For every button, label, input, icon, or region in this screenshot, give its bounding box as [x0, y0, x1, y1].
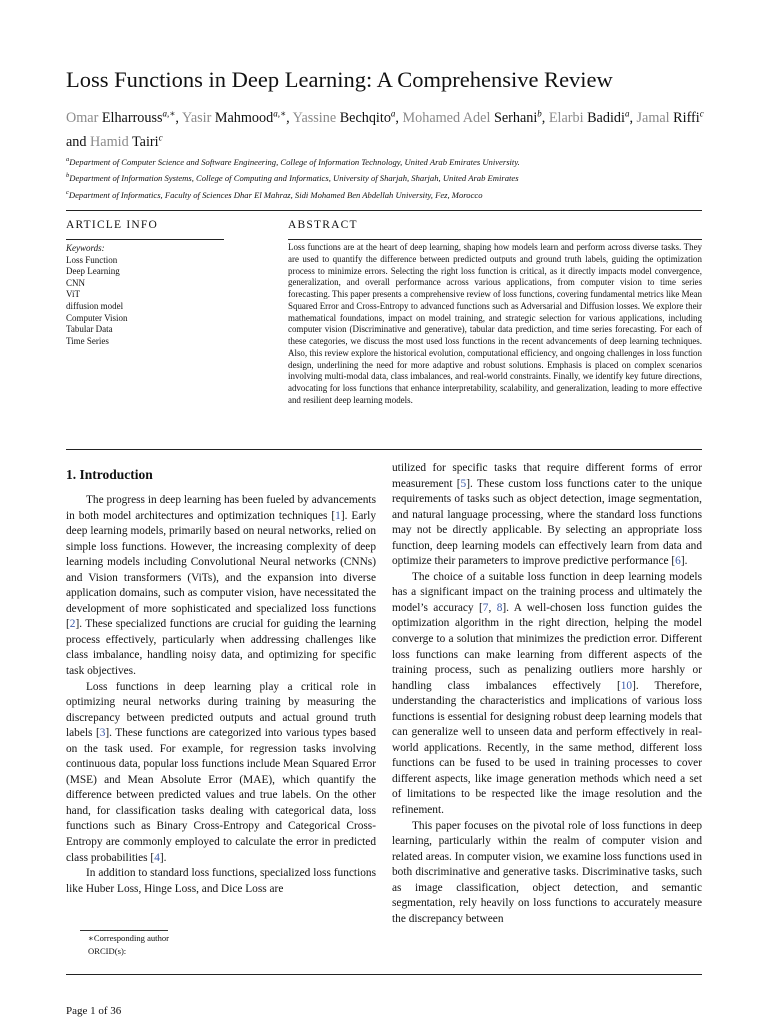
article-info-heading: ARTICLE INFO [66, 219, 158, 231]
affiliation [66, 186, 706, 202]
paragraph-text: ]. A well-chosen loss function guides the optimization algorithm in the right direction, helping the model converge to a solution that minimizes the prediction error. Different loss functions can make learning from different aspects of the training process, such as penalizing outliers more harshly or handling class imbalances effectively [ [392, 601, 703, 692]
citation-link[interactable]: 3 [99, 727, 106, 740]
author-first-name: Omar [66, 109, 99, 126]
footer-divider [66, 974, 702, 975]
keyword: Time Series [66, 335, 109, 346]
paper-title: Loss Functions in Deep Learning: A Comprehensive Review [66, 67, 613, 92]
author-separator: , [629, 109, 633, 126]
paragraph [392, 570, 702, 819]
paragraph-text: ]. Early deep learning models, primarily based on neural networks, relied on simple loss functions. However, the increasing complexity of deep learning models including Convolutional Neural networks (CNNs) and Vision transformers (ViTs), and the expansion into diverse application domains, such as computer vision, have necessitated the development of more sophisticated and specialized loss functions [ [66, 509, 376, 631]
affiliation-text: Department of Information Systems, College of Computing and Informatics, University of Sharjah, Sharjah, United Arab Emirates [69, 173, 519, 184]
abstract-bottom-divider [66, 449, 702, 450]
keyword: ViT [66, 289, 80, 300]
author-last-name: Tairi [131, 134, 159, 151]
author-last-name: Bechqito [339, 109, 391, 126]
author-first-name: Elarbi [548, 109, 584, 126]
right-column-body [392, 461, 702, 927]
author [293, 110, 399, 126]
keyword: Deep Learning [66, 266, 120, 277]
author [66, 110, 179, 126]
affiliation-text: Department of Computer Science and Software Engineering, College of Information Technology, United Arab Emirates University. [69, 156, 520, 167]
author-affiliation-mark: a [624, 108, 630, 118]
article-info-divider [66, 239, 224, 240]
header-divider [66, 210, 702, 211]
author [549, 110, 633, 126]
keyword: Tabular Data [66, 324, 113, 335]
author [403, 110, 546, 126]
paragraph-text: The progress in deep learning has been fueled by advancements in both model architectures and optimization techniques [ [66, 494, 376, 522]
citation-link[interactable]: 7 [482, 601, 489, 614]
left-column-body [66, 493, 376, 897]
author-affiliation-mark: a,∗ [273, 108, 287, 118]
abstract-heading: ABSTRACT [288, 219, 358, 231]
paragraph-text: In addition to standard loss functions, specialized loss functions like Huber Loss, Hinge Loss, and Dice Loss are [66, 867, 376, 895]
right-column [392, 461, 702, 927]
citation-link[interactable]: 10 [620, 679, 633, 692]
affiliation [66, 169, 706, 185]
author-affiliation-mark: c [158, 132, 163, 143]
author [90, 134, 163, 150]
affiliation [66, 153, 706, 169]
keyword: CNN [66, 277, 86, 288]
affiliation-mark: a [66, 156, 70, 163]
citation-link[interactable]: 5 [460, 477, 467, 490]
citation-link[interactable]: 2 [69, 618, 76, 631]
keywords-label: Keywords: [66, 243, 105, 253]
paragraph [392, 819, 702, 928]
author-last-name: Mahmood [214, 109, 274, 126]
affiliation-text: Department of Informatics, Faculty of Sciences Dhar El Mahraz, Sidi Mohamed Ben Abdellah University, Fez, Morocco [68, 189, 483, 200]
page-number: Page 1 of 36 [66, 1005, 122, 1017]
paragraph-text: This paper focuses on the pivotal role of loss functions in deep learning, particularly within the realm of computer vision and related areas. In computer vision, we examine loss functions used in both discriminative and generative tasks. Discriminative tasks, such as image classification, object detection, and semantic segmentation, rely heavily on loss functions to accurately measure the discrepancy between [392, 819, 702, 925]
keyword: Computer Vision [66, 312, 128, 323]
author-first-name: Hamid [90, 134, 129, 151]
paragraph-text: The choice of a suitable loss function in deep learning models has a significant impact on the training process and ultimately the model’s accuracy [ [392, 570, 702, 614]
author-affiliation-mark: c [699, 108, 704, 118]
paragraph-text: , [488, 601, 497, 614]
keywords-block [66, 243, 226, 347]
author-affiliation-mark: b [537, 108, 542, 118]
author-first-name: Yassine [292, 109, 337, 126]
keyword: diffusion model [66, 300, 124, 311]
author-separator: , [286, 109, 290, 126]
author-last-name: Elharrouss [101, 109, 163, 126]
footnote-divider [80, 930, 168, 931]
author-first-name: Yasir [182, 109, 212, 126]
paragraph [66, 866, 376, 897]
citation-link[interactable]: 4 [154, 851, 160, 864]
citation-link[interactable]: 6 [675, 555, 681, 568]
footnotes [88, 932, 169, 958]
citation-link[interactable]: 1 [335, 509, 341, 522]
author-separator: and [66, 134, 87, 151]
affiliations [66, 153, 706, 202]
author-affiliation-mark: a,∗ [162, 108, 176, 118]
footnote-corresponding: ∗Corresponding author [88, 933, 170, 943]
paragraph [392, 461, 702, 570]
author-separator: , [175, 109, 179, 126]
author-list [66, 103, 706, 152]
footnote-orcid: ORCID(s): [88, 946, 127, 956]
abstract-divider [288, 239, 702, 240]
paragraph-text: ]. [159, 851, 167, 864]
affiliation-mark: c [66, 188, 69, 196]
paragraph-text: utilized for specific tasks that require different forms of error measurement [ [392, 462, 702, 490]
author-first-name: Jamal [636, 109, 670, 126]
paragraph-text: Loss functions in deep learning play a critical role in optimizing neural networks during training by measuring the discrepancy between predicted outputs and actual ground truth labels [ [66, 680, 376, 740]
author-last-name: Serhani [493, 109, 538, 126]
author-last-name: Badidi [587, 109, 625, 126]
author-affiliation-mark: a [390, 108, 396, 118]
paragraph [66, 493, 376, 680]
paragraph-text: ]. Therefore, understanding the characteristics and implications of various loss functions is essential for designing robust deep learning models that can generalize well to unseen data and perform effectively in real-world applications. Recently, in the same method, different loss functions can be fused to be used in training processes to cover different aspects, like image generation methods which need a set of limitations to be respected like the image resolution and the refinement. [392, 679, 703, 817]
author-separator: , [395, 109, 399, 126]
paragraph-text: ]. [680, 555, 688, 568]
paragraph [66, 680, 376, 867]
affiliation-mark: b [66, 172, 70, 180]
paragraph-text: ]. These custom loss functions cater to the unique requirements of tasks such as object detection, image segmentation, and natural language processing, where the standard loss functions may not be directly applicable. By selecting an appropriate loss function, deep learning models can effectively learn from data and optimize their parameters to improve predictive performance [ [392, 477, 702, 568]
section-heading: 1. Introduction [66, 467, 153, 482]
left-column [66, 463, 376, 897]
keyword: Loss Function [66, 254, 118, 265]
citation-link[interactable]: 8 [496, 601, 503, 614]
author-last-name: Riffi [673, 109, 700, 126]
keywords-list [66, 255, 226, 348]
author-separator: , [541, 109, 546, 126]
abstract-text: Loss functions are at the heart of deep learning, shaping how models learn and perform across diverse tasks. They are used to quantify the difference between predicted outputs and ground truth labels, guiding the optimization process to minimize errors. Selecting the right loss function is critical, as it directly impacts model convergence, generalization, and overall performance across various applications, from computer vision to time series forecasting. This paper presents a comprehensive review of loss functions, covering fundamental metrics like Mean Squared Error and Cross-Entropy to advanced functions such as Adversarial and Diffusion losses. We explore their mathematical foundations, impact on model training, and strategic selection for various applications, including computer vision (Discriminative and generative), tabular data prediction, and time series forecasting. For each of these categories, we discuss the most used loss functions in the recent advancements of deep learning techniques. Also, this review explore the historical evolution, computational efficiency, and ongoing challenges in loss function design, underlining the need for more adaptive and robust solutions. Emphasis is placed on complex scenarios involving multi-modal data, class imbalances, and real-world constraints. Finally, we identify key future directions, advocating for loss functions that enhance interpretability, scalability, and generalization, leading to more effective and resilient deep learning models. [288, 242, 702, 405]
paragraph-text: ]. These functions are categorized into various types based on the task used. For example, for regression tasks involving continuous data, popular loss functions include Mean Squared Error (MSE) and Mean Absolute Error (MAE), which quantify the difference between predicted values and true labels. On the other hand, for classification tasks dealing with categorical data, loss functions such as Binary Cross-Entropy and Categorical Cross-Entropy are commonly employed to calculate the error in predicted class probabilities [ [66, 727, 376, 864]
author [182, 110, 290, 126]
author-first-name: Mohamed Adel [402, 109, 491, 126]
paragraph-text: ]. These specialized functions are crucial for guiding the learning process effectively, particularly when addressing challenges like class imbalance, handling noisy data, and optimizing for specific task objectives. [66, 618, 376, 678]
